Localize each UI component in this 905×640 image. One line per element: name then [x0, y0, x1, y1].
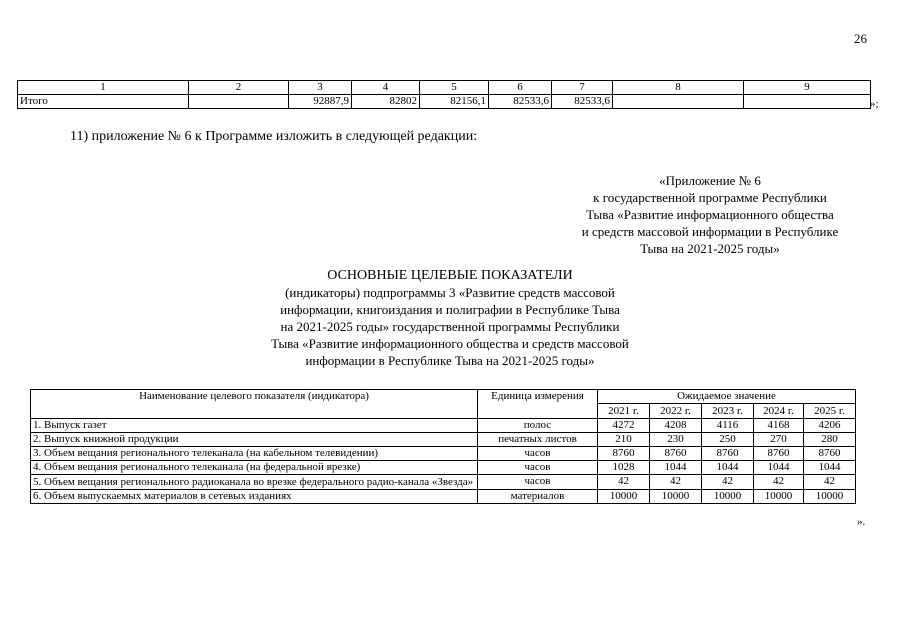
table-row: [31, 461, 856, 475]
indicator-value: 210: [598, 433, 650, 447]
page-number: 26: [854, 31, 867, 46]
total-label: Итого: [18, 95, 189, 109]
indicator-value: 230: [650, 433, 702, 447]
table-cell: 82802: [352, 95, 420, 109]
column-number: 3: [289, 81, 352, 95]
indicator-value: 8760: [702, 447, 754, 461]
appendix-line: Тыва на 2021-2025 годы»: [640, 241, 780, 256]
document-heading: [200, 267, 700, 369]
header-year: 2022 г.: [650, 404, 702, 419]
table-cell: [189, 95, 289, 109]
table-row: [31, 419, 856, 433]
indicator-value: 42: [702, 475, 754, 490]
indicator-value: 270: [754, 433, 804, 447]
table-row: [31, 475, 856, 490]
heading-line: информации в Республике Тыва на 2021-2025 годы»: [305, 353, 595, 368]
table-cell: 82533,6: [552, 95, 613, 109]
indicators-table: [30, 389, 856, 504]
indicator-value: 1044: [754, 461, 804, 475]
appendix-line: и средств массовой информации в Республике: [581, 224, 839, 239]
header-year: 2024 г.: [754, 404, 804, 419]
header-expected-value: Ожидаемое значение: [598, 390, 856, 404]
indicator-value: 10000: [598, 490, 650, 504]
indicator-value: 1028: [598, 461, 650, 475]
indicator-unit: полос: [478, 419, 598, 433]
indicator-value: 8760: [754, 447, 804, 461]
table-cell: [613, 95, 744, 109]
closing-quote: »;: [870, 98, 879, 110]
table-cell: 92887,9: [289, 95, 352, 109]
indicator-name: 2. Выпуск книжной продукции: [31, 433, 478, 447]
indicator-value: 4116: [702, 419, 754, 433]
column-number: 6: [489, 81, 552, 95]
table-row: [31, 447, 856, 461]
indicator-name: 3. Объем вещания регионального телеканала (на кабельном телевидении): [31, 447, 478, 461]
table-cell: 82533,6: [489, 95, 552, 109]
heading-line: информации, книгоиздания и полиграфии в Республике Тыва: [280, 302, 620, 317]
column-number: 1: [18, 81, 189, 95]
appendix-line: к государственной программе Республики: [593, 190, 827, 205]
closing-quote: ».: [857, 516, 866, 528]
column-number: 2: [189, 81, 289, 95]
indicator-value: 280: [804, 433, 856, 447]
indicator-value: 8760: [598, 447, 650, 461]
indicator-unit: часов: [478, 475, 598, 490]
indicator-value: 42: [804, 475, 856, 490]
header-year: 2023 г.: [702, 404, 754, 419]
indicator-value: 10000: [804, 490, 856, 504]
indicator-unit: часов: [478, 461, 598, 475]
appendix-note: [540, 172, 880, 257]
indicator-value: 8760: [650, 447, 702, 461]
appendix-line: Тыва «Развитие информационного общества: [586, 207, 834, 222]
indicator-value: 4168: [754, 419, 804, 433]
table-row: [31, 490, 856, 504]
appendix-line: «Приложение № 6: [659, 173, 761, 188]
header-unit: Единица измерения: [478, 390, 598, 419]
indicator-name: 1. Выпуск газет: [31, 419, 478, 433]
indicator-value: 42: [754, 475, 804, 490]
indicator-value: 4206: [804, 419, 856, 433]
column-number: 9: [744, 81, 871, 95]
column-number: 4: [352, 81, 420, 95]
indicator-value: 10000: [702, 490, 754, 504]
header-indicator-name: Наименование целевого показателя (индикатора): [31, 390, 478, 419]
indicator-unit: материалов: [478, 490, 598, 504]
indicator-value: 1044: [804, 461, 856, 475]
heading-title: ОСНОВНЫЕ ЦЕЛЕВЫЕ ПОКАЗАТЕЛИ: [327, 268, 573, 283]
indicator-value: 1044: [650, 461, 702, 475]
table-row: [18, 95, 871, 109]
indicator-value: 10000: [650, 490, 702, 504]
instruction-text: 11) приложение № 6 к Программе изложить в следующей редакции:: [70, 129, 478, 144]
table-header-row: [18, 81, 871, 95]
table-row: [31, 433, 856, 447]
header-year: 2025 г.: [804, 404, 856, 419]
table-cell: [744, 95, 871, 109]
indicator-value: 8760: [804, 447, 856, 461]
indicator-name: 6. Объем выпускаемых материалов в сетевых изданиях: [31, 490, 478, 504]
indicator-value: 10000: [754, 490, 804, 504]
table-header-row: [31, 390, 856, 404]
indicator-name: 5. Объем вещания регионального радиоканала во врезке федерального радио-канала «Звезда»: [31, 475, 478, 490]
column-number: 7: [552, 81, 613, 95]
indicator-value: 4208: [650, 419, 702, 433]
heading-line: Тыва «Развитие информационного общества и средств массовой: [271, 336, 629, 351]
indicator-value: 4272: [598, 419, 650, 433]
heading-line: (индикаторы) подпрограммы 3 «Развитие средств массовой: [285, 285, 615, 300]
header-year: 2021 г.: [598, 404, 650, 419]
table-cell: 82156,1: [420, 95, 489, 109]
indicator-value: 42: [598, 475, 650, 490]
heading-line: на 2021-2025 годы» государственной программы Республики: [280, 319, 620, 334]
budget-totals-table: [17, 80, 871, 109]
indicator-unit: часов: [478, 447, 598, 461]
indicator-value: 42: [650, 475, 702, 490]
column-number: 8: [613, 81, 744, 95]
indicator-value: 250: [702, 433, 754, 447]
indicator-unit: печатных листов: [478, 433, 598, 447]
indicator-value: 1044: [702, 461, 754, 475]
indicator-name: 4. Объем вещания регионального телеканала (на федеральной врезке): [31, 461, 478, 475]
column-number: 5: [420, 81, 489, 95]
